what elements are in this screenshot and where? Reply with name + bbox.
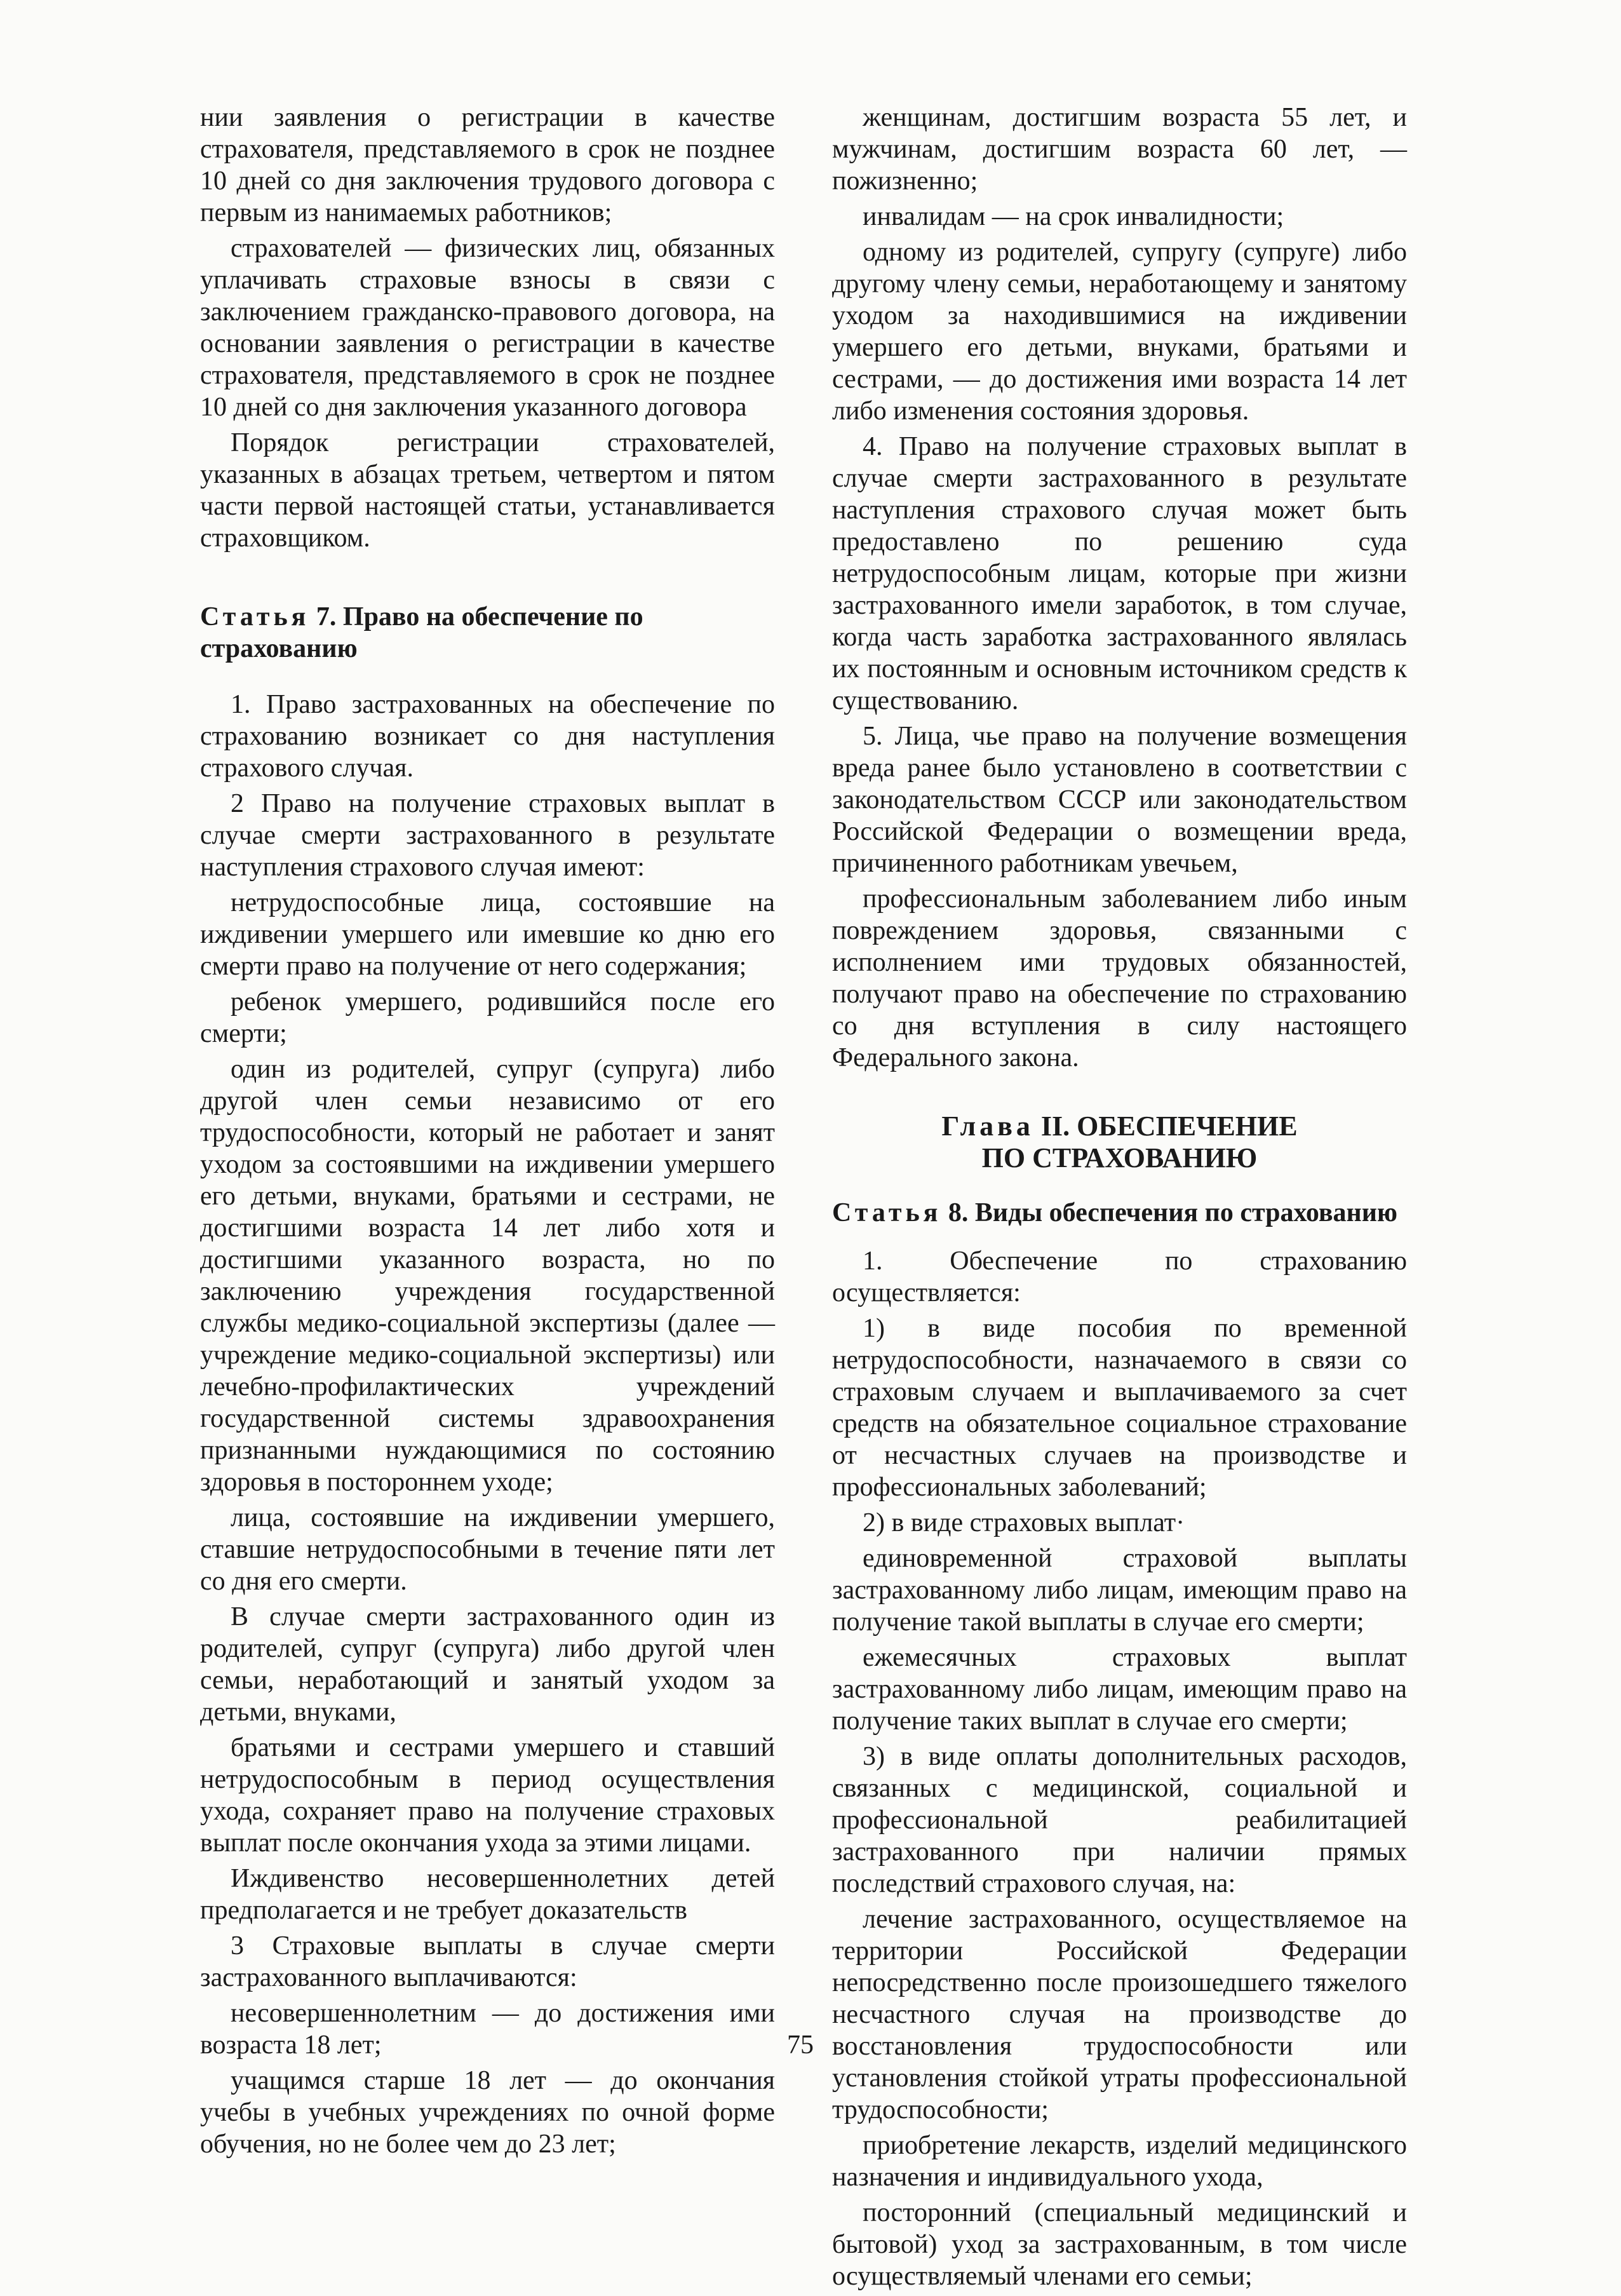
article-title: 7. Право на обеспечение по страхованию bbox=[200, 602, 643, 663]
paragraph: 2) в виде страховых выплат· bbox=[863, 1508, 1185, 1537]
article-title: 8. Виды обеспечения по страхованию bbox=[941, 1198, 1398, 1227]
paragraph: Иждивенство несовершеннолетних детей предполагается и не требует доказательств bbox=[200, 1864, 775, 1925]
chapter-heading-line-2: ПО СТРАХОВАНИЮ bbox=[981, 1142, 1258, 1173]
paragraph: 1. Право застрахованных на обеспечение по страхованию возникает со дня наступления страхового случая. bbox=[200, 690, 775, 783]
paragraph: 1) в виде пособия по временной нетрудоспособности, назначаемого в связи со страховым случаем и выплачиваемого за счет средств на обязательное социальное страхование от несчастных случаев на производстве и профессиональных заболеваний; bbox=[832, 1314, 1407, 1502]
paragraph: ребенок умершего, родившийся после его смерти; bbox=[200, 987, 775, 1048]
paragraph: Порядок регистрации страхователей, указанных в абзацах третьем, четвертом и пятом части первой настоящей статьи, устанавливается страховщиком. bbox=[200, 428, 775, 553]
right-column bbox=[832, 102, 1407, 2296]
chapter-title: II. ОБЕСПЕЧЕНИЕ bbox=[1033, 1111, 1298, 1142]
left-column bbox=[200, 102, 775, 2164]
paragraph: женщинам, достигшим возраста 55 лет, и мужчинам, достигшим возраста 60 лет, — пожизненно; bbox=[832, 103, 1407, 196]
paragraph: приобретение лекарств, изделий медицинского назначения и индивидуального ухода, bbox=[832, 2131, 1407, 2192]
page-number: 75 bbox=[787, 2030, 814, 2060]
paragraph: 3) в виде оплаты дополнительных расходов, связанных с медицинской, социальной и профессиональной реабилитацией застрахованного при наличии прямых последствий страхового случая, на: bbox=[832, 1742, 1407, 1898]
paragraph: несовершеннолетним — до достижения ими возраста 18 лет; bbox=[200, 1999, 775, 2060]
paragraph: лица, состоявшие на иждивении умершего, ставшие нетрудоспособными в течение пяти лет со дня его смерти. bbox=[200, 1503, 775, 1596]
paragraph: нетрудоспособные лица, состоявшие на иждивении умершего или имевшие ко дню его смерти право на получение от него содержания; bbox=[200, 888, 775, 981]
paragraph: посторонний (специальный медицинский и бытовой) уход за застрахованным, в том числе осуществляемый членами его семьи; bbox=[832, 2198, 1407, 2291]
paragraph: одному из родителей, супругу (супруге) либо другому члену семьи, неработающему и занятому уходом за находившимися на иждивении умершего его детьми, внуками, братьями и сестрами, — до достижения ими возраста 14 лет либо изменения состояния здоровья. bbox=[832, 238, 1407, 426]
paragraph: нии заявления о регистрации в качестве страхователя, представляемого в срок не позднее 10 дней со дня заключения трудового договора с первым из нанимаемых работников; bbox=[200, 103, 775, 227]
article-label: Статья bbox=[832, 1198, 942, 1227]
paragraph: 1. Обеспечение по страхованию осуществляется: bbox=[832, 1246, 1407, 1307]
paragraph: единовременной страховой выплаты застрахованному либо лицам, имеющим право на получение такой выплаты в случае его смерти; bbox=[832, 1544, 1407, 1637]
paragraph: 3 Страховые выплаты в случае смерти застрахованного выплачиваются: bbox=[200, 1931, 775, 1992]
paragraph: инвалидам — на срок инвалидности; bbox=[863, 202, 1284, 231]
paragraph: В случае смерти застрахованного один из родителей, супруг (супруга) либо другой член семьи, неработающий и занятый уходом за детьми, внуками, bbox=[200, 1602, 775, 1727]
article-label: Статья bbox=[200, 602, 310, 631]
chapter-label: Глава bbox=[941, 1111, 1034, 1142]
paragraph: братьями и сестрами умершего и ставший нетрудоспособным в период осуществления ухода, сохраняет право на получение страховых выплат после окончания ухода за этими лицами. bbox=[200, 1733, 775, 1858]
paragraph: 2 Право на получение страховых выплат в случае смерти застрахованного в результате наступления страхового случая имеют: bbox=[200, 789, 775, 882]
paragraph: 4. Право на получение страховых выплат в случае смерти застрахованного в результате наступления страхового случая может быть предоставлено по решению суда нетрудоспособным лицам, которые при жизни застрахованного имели заработок, в том случае, когда часть заработка застрахованного являлась их постоянным и основным источником средств к существованию. bbox=[832, 432, 1407, 715]
paragraph: лечение застрахованного, осуществляемое на территории Российской Федерации непосредственно после произошедшего тяжелого несчастного случая на производстве до восстановления трудоспособности или установления стойкой утраты профессиональной трудоспособности; bbox=[832, 1905, 1407, 2124]
chapter-heading-line-1 bbox=[832, 1111, 1407, 1142]
paragraph: страхователей — физических лиц, обязанных уплачивать страховые взносы в связи с заключением гражданско-правового договора, на основании заявления о регистрации в качестве страхователя, представляемого в срок не позднее 10 дней со дня заключения указанного договора bbox=[200, 234, 775, 422]
paragraph: ежемесячных страховых выплат застрахованному либо лицам, имеющим право на получение таких выплат в случае его смерти; bbox=[832, 1643, 1407, 1736]
paragraph: 5. Лица, чье право на получение возмещения вреда ранее было установлено в соответствии с законодательством СССР или законодательством Российской Федерации о возмещении вреда, причиненного работникам увечьем, bbox=[832, 722, 1407, 878]
paragraph: один из родителей, супруг (супруга) либо другой член семьи независимо от его трудоспособности, который не работает и занят уходом за состоявшими на иждивении умершего его детьми, внуками, братьями и сестрами, не достигшими возраста 14 лет либо хотя и достигшими указанного возраста, но по заключению учреждения государственной службы медико-социальной экспертизы (далее — учреждение медико-социальной экспертизы) или лечебно-профилактических учреждений государственной системы здравоохранения признанными нуждающимися по состоянию здоровья в постороннем уходе; bbox=[200, 1055, 775, 1497]
paragraph: учащимся старше 18 лет — до окончания учебы в учебных учреждениях по очной форме обучения, но не более чем до 23 лет; bbox=[200, 2066, 775, 2159]
paragraph: профессиональным заболеванием либо иным повреждением здоровья, связанными с исполнением ими трудовых обязанностей, получают право на обеспечение по страхованию со дня вступления в силу настоящего Федерального закона. bbox=[832, 884, 1407, 1072]
article-8-heading bbox=[832, 1197, 1407, 1229]
article-7-heading bbox=[200, 601, 775, 665]
chapter-heading bbox=[832, 1111, 1407, 1174]
